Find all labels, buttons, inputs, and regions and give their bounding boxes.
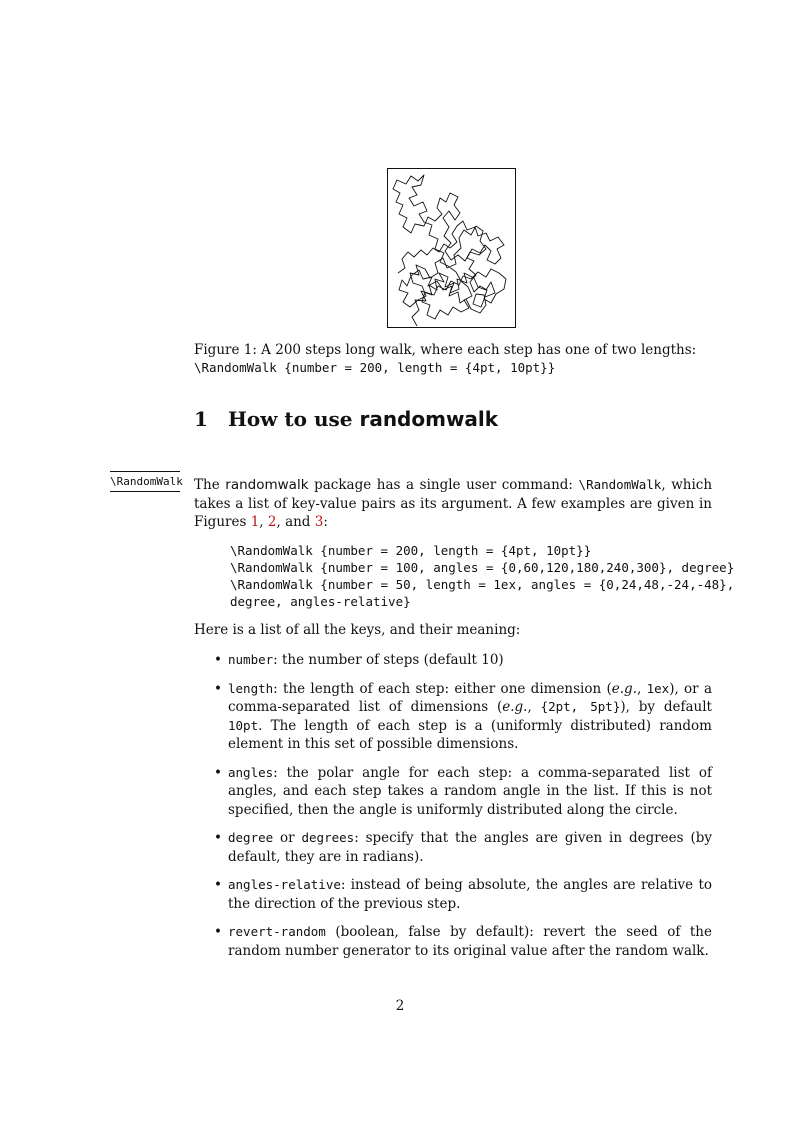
section-number: 1: [194, 407, 208, 431]
intro-sep-1: ,: [259, 514, 264, 530]
main-content: [194, 476, 735, 970]
key-description: . The length of each step is a (uniformly distributed) random element in this set of possible dimensions.: [228, 717, 712, 752]
key-list: [194, 651, 712, 960]
intro-text-1: The: [194, 477, 220, 493]
intro-end: :: [323, 514, 328, 530]
key-inline-code: 1ex: [646, 680, 670, 696]
key-name-alt: degrees: [301, 830, 355, 845]
key-description-emph: e.g.: [502, 699, 528, 715]
keys-intro: Here is a list of all the keys, and their meaning:: [194, 621, 521, 638]
list-item: [194, 829, 712, 866]
margin-macro-label: \RandomWalk: [110, 471, 180, 492]
caption-text: Figure 1: A 200 steps long walk, where each step has one of two lengths:: [194, 342, 697, 358]
key-description-emph: e.g.: [611, 680, 637, 697]
list-item: [194, 764, 712, 820]
key-name: angles: [228, 764, 274, 780]
bullet-icon: •: [214, 877, 222, 893]
figure-caption: [194, 341, 714, 377]
key-description: or: [273, 830, 302, 846]
list-item: [194, 876, 712, 913]
figure-frame: [387, 168, 516, 328]
intro-paragraph: [194, 476, 712, 532]
random-walk-path: [393, 175, 506, 326]
bullet-icon: •: [214, 680, 222, 697]
key-description: : the polar angle for each step: a comma-separated list of angles, and each step takes a random angle in the list. If this is not specified, then the angle is uniformly distributed along the circle.: [228, 764, 712, 818]
intro-sep-2: , and: [276, 514, 311, 530]
bullet-icon: •: [214, 830, 222, 846]
code-examples: \RandomWalk {number = 200, length = {4pt, 10pt}} \RandomWalk {number = 100, angles = {0,60,120,180,240,300}, degree} \RandomWalk {number = 50, length = 1ex, angles = {0,24,48,-24,-48}, degree, angles-relative}: [230, 542, 735, 609]
key-description: ), by default: [620, 699, 712, 715]
random-walk-plot: [388, 169, 517, 329]
intro-text-3: , which takes a list of key-value pairs as its argument. A few examples are given in Figures: [194, 477, 713, 530]
list-item: [194, 923, 712, 960]
intro-command: \RandomWalk: [578, 477, 662, 492]
bullet-icon: •: [214, 764, 222, 781]
key-description: ,: [637, 680, 647, 697]
section-title-text: How to use: [228, 407, 353, 431]
key-name: number: [228, 652, 274, 667]
intro-text-2: package has a single user command:: [314, 477, 573, 493]
key-name: angles-relative: [228, 877, 341, 892]
list-item: [194, 680, 712, 754]
key-description: : the length of each step: either one dimension (: [273, 680, 612, 697]
caption-code: \RandomWalk {number = 200, length = {4pt, 10pt}}: [194, 360, 556, 375]
bullet-icon: •: [214, 652, 222, 668]
key-description: : the number of steps (default 10): [273, 652, 504, 668]
key-description: : specify that the angles are given in degrees (by default, they are in radians).: [228, 830, 712, 865]
figure-ref-3[interactable]: 3: [314, 514, 324, 530]
page-number: 2: [395, 998, 405, 1014]
key-inline-code: {2pt, 5pt}: [540, 699, 621, 714]
key-name: degree: [228, 830, 274, 845]
list-item: [194, 651, 712, 670]
section-heading: [194, 407, 498, 431]
key-description: (boolean, false by default): revert the seed of the random number generator to its original value after the random walk.: [228, 924, 712, 959]
key-name: revert-random: [228, 924, 326, 939]
key-name: length: [228, 680, 274, 696]
key-description: ), or a comma-separated list of dimensions (: [228, 680, 712, 715]
key-description: : instead of being absolute, the angles are relative to the direction of the previous step.: [228, 877, 712, 912]
intro-package-name: randomwalk: [225, 477, 309, 493]
section-title-package: randomwalk: [359, 407, 499, 431]
figure-ref-2[interactable]: 2: [267, 514, 277, 530]
key-description: ,: [527, 699, 541, 715]
key-inline-code: 10pt: [228, 717, 259, 733]
bullet-icon: •: [214, 924, 222, 940]
figure-ref-1[interactable]: 1: [250, 514, 260, 530]
